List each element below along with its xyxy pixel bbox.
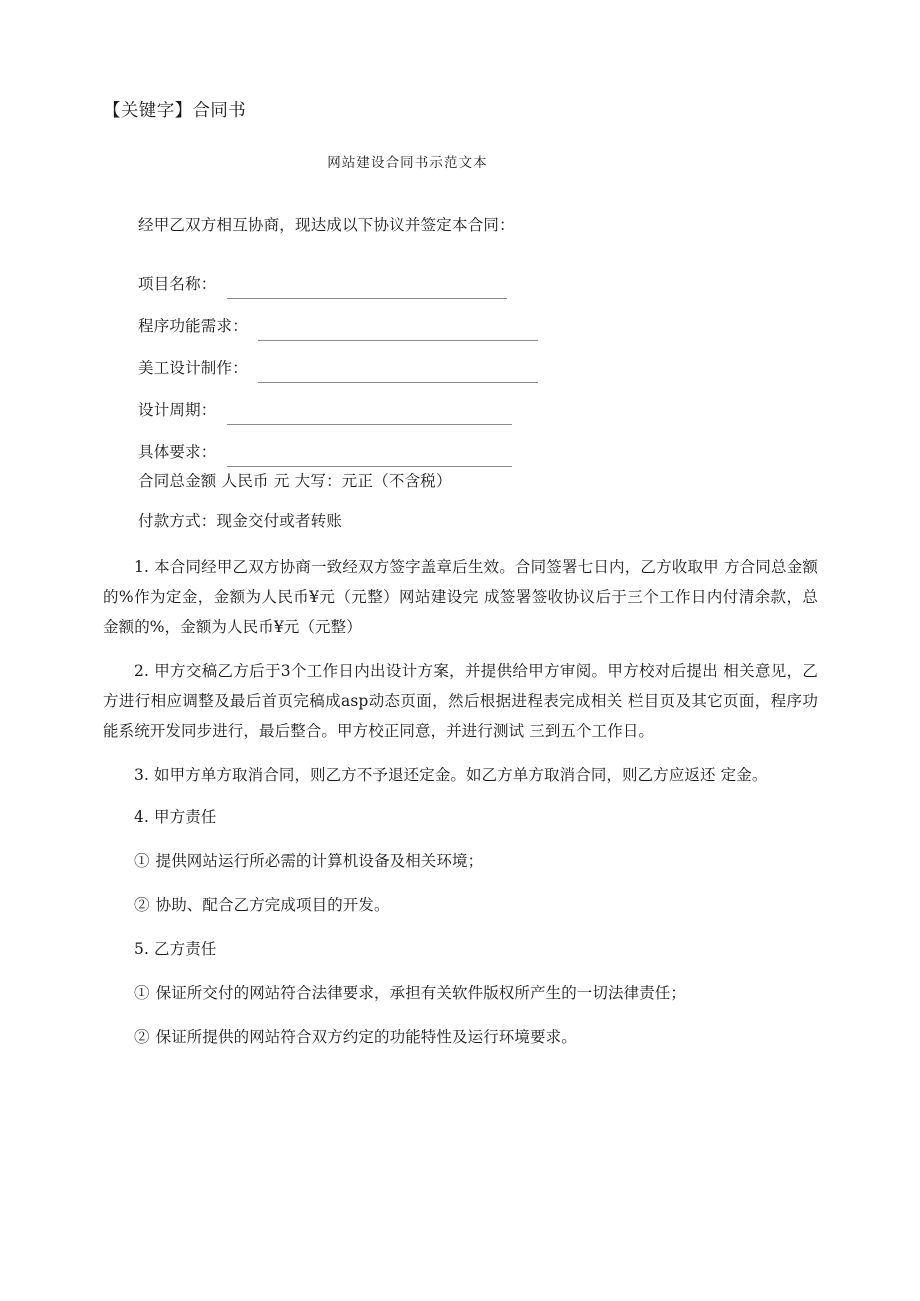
form-row (138, 425, 798, 467)
list-item-text: 协助、配合乙方完成项目的开发。 (155, 896, 390, 914)
field-label-program-requirements: 程序功能需求： (138, 317, 248, 335)
clause-item-3: 3. 如甲方单方取消合同，则乙方不予退还定金。如乙方单方取消合同，则乙方应返还 定金。 (134, 766, 768, 784)
field-label-specific-requirements: 具体要求： (138, 443, 217, 461)
circled-number-icon: ② (134, 1028, 150, 1046)
field-input-project-name[interactable] (227, 278, 507, 299)
form-row (138, 257, 798, 299)
list-item-text: 提供网站运行所必需的计算机设备及相关环境； (155, 852, 484, 870)
clause-heading-party-a-duties: 4. 甲方责任 (134, 808, 217, 826)
list-item (103, 890, 818, 920)
form-row (138, 383, 798, 425)
list-item (103, 846, 818, 876)
form-row (138, 341, 798, 383)
intro-paragraph: 经甲乙双方相互协商，现达成以下协议并签定本合同： (138, 216, 515, 234)
contract-clauses (103, 552, 818, 1066)
payment-method: 付款方式：现金交付或者转账 (138, 512, 343, 530)
contract-total-amount: 合同总金额 人民币 元 大写：元正（不含税） (138, 472, 452, 490)
field-input-program-requirements[interactable] (258, 320, 538, 341)
field-label-art-design: 美工设计制作： (138, 359, 248, 377)
field-input-design-period[interactable] (227, 404, 512, 425)
contract-form-fields (138, 257, 798, 467)
circled-number-icon: ① (134, 852, 150, 870)
keyword-header: 【关键字】合同书 (103, 101, 247, 121)
clause-heading-party-b-duties: 5. 乙方责任 (134, 940, 217, 958)
list-item (103, 978, 818, 1008)
circled-number-icon: ② (134, 896, 150, 914)
list-item (103, 1022, 818, 1052)
clause-item-1: 1. 本合同经甲乙双方协商一致经双方签字盖章后生效。合同签署七日内，乙方收取甲 方合同总金额的%作为定金，金额为人民币¥元（元整）网站建设完 成签署签收协议后于三个工作日内付清余款，总金额的%，金额为人民币¥元（元整） (103, 558, 818, 636)
form-row (138, 299, 798, 341)
circled-number-icon: ① (134, 984, 150, 1002)
list-item-text: 保证所交付的网站符合法律要求，承担有关软件版权所产生的一切法律责任； (155, 984, 687, 1002)
field-label-design-period: 设计周期： (138, 401, 217, 419)
clause-item-2: 2. 甲方交稿乙方后于3个工作日内出设计方案，并提供给甲方审阅。甲方校对后提出 相关意见，乙方进行相应调整及最后首页完稿成asp动态页面，然后根据进程表完成相关 栏目页及其它页面，程序功能系统开发同步进行，最后整合。甲方校正同意，并进行测试 三到五个工作日。 (103, 662, 818, 740)
field-input-art-design[interactable] (258, 362, 538, 383)
document-title: 网站建设合同书示范文本 (327, 155, 488, 171)
field-label-project-name: 项目名称： (138, 275, 217, 293)
field-input-specific-requirements[interactable] (227, 446, 512, 467)
list-item-text: 保证所提供的网站符合双方约定的功能特性及运行环境要求。 (155, 1028, 577, 1046)
